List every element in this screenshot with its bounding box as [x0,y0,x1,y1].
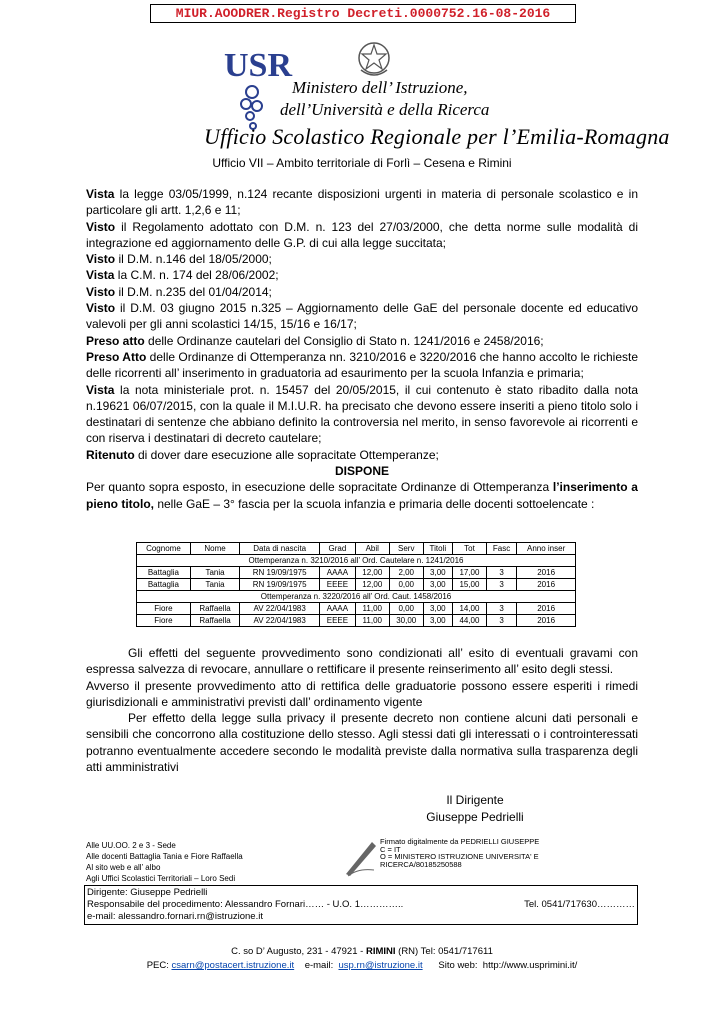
email-link[interactable]: usp.rn@istruzione.it [338,960,423,971]
table-group-row [137,591,576,603]
ministry-line-1: Ministero dell’ Istruzione, [292,78,468,97]
table-cell: 11,00 [355,615,389,627]
table-cell: AV 22/04/1983 [240,603,320,615]
contact-box [84,885,638,925]
table-cell: RN 19/09/1975 [240,579,320,591]
table-cell: Grad [320,543,356,555]
closing-p1: Gli effetti del seguente provvedimento sono condizionati all’ esito di eventuali gravami con espressa salvezza di revocare, annullare o rettificare il presente reinserimento all’ esito degli stessi. [86,646,638,677]
table-cell: EEEE [320,579,356,591]
table-cell: Titoli [423,543,452,555]
box-dirigente: Dirigente: Giuseppe Pedrielli [87,887,208,898]
distribution-item: Alle docenti Battaglia Tania e Fiore Raffaella [86,852,243,861]
table-cell: RN 19/09/1975 [240,567,320,579]
usr-logo-text: USR [224,47,293,84]
table-cell: 30,00 [389,615,423,627]
table-cell: 2016 [517,579,576,591]
table-cell: 3 [486,615,516,627]
closing-p3: Per effetto della legge sulla privacy il presente decreto non contiene alcuni dati personali e sensibili che concorrono alla costituzione dello stesso. Agli stessi dati gli interessati o i controinteressati potranno eventualmente accedere secondo le modalità previste dalla normativa sulla trasparenza degli atti amministrativi [86,711,638,775]
table-cell: 3 [486,579,516,591]
table-cell: 12,00 [355,579,389,591]
table-cell: EEEE [320,615,356,627]
table-cell: 12,00 [355,567,389,579]
distribution-item: Alle UU.OO. 2 e 3 - Sede [86,841,176,850]
table-cell: Tania [190,567,239,579]
table-cell: Abil [355,543,389,555]
decree-body [86,186,638,512]
table-cell: Data di nascita [240,543,320,555]
table-cell: 15,00 [452,579,486,591]
disposition-text: Per quanto sopra esposto, in esecuzione delle sopracitate Ordinanze di Ottemperanza l’inserimento a pieno titolo, nelle GaE – 3° fascia per la scuola infanzia e primaria delle docenti sottoelencate : [86,480,638,511]
table-cell: AV 22/04/1983 [240,615,320,627]
table-cell: 2,00 [389,567,423,579]
table-cell: 44,00 [452,615,486,627]
distribution-item: Agli Uffici Scolastici Territoriali – Loro Sedi [86,874,236,883]
table-header-row [137,543,576,555]
pec-link[interactable]: csarn@postacert.istruzione.it [171,960,295,971]
table-cell: Fiore [137,615,191,627]
table-row [137,579,576,591]
table-cell: Tania [190,579,239,591]
signature-block [410,792,540,826]
table-cell: 2016 [517,615,576,627]
table-cell: Battaglia [137,579,191,591]
clause-9: Vista la nota ministeriale prot. n. 15457 del 20/05/2015, il cui contenuto è stato ribadito dalla nota n.19621 06/07/2015, con la quale il M.I.U.R. ha precisato che devono essere inseriti a pieno titolo solo i destinatari di sentenze che abbiano definito la controversia nel merito, in senso favorevole ai ricorrenti e con riserva i destinatari di decreto cautelare; [86,382,638,446]
table-cell: 3,00 [423,615,452,627]
ranking-table [136,542,576,627]
footer-address: C. so D’ Augusto, 231 - 47921 - RIMINI (RN) Tel: 0541/717611 [231,946,493,957]
table-cell: AAAA [320,567,356,579]
signature-name: Giuseppe Pedrielli [426,810,524,824]
table-cell: Raffaella [190,603,239,615]
table-cell: 3 [486,603,516,615]
closing-text [86,645,638,775]
distribution-item: Al sito web e all’ albo [86,863,161,872]
table-cell: 0,00 [389,579,423,591]
table-cell: 3 [486,567,516,579]
footer-contacts: PEC: csarn@postacert.istruzione.it e-mail: usp.rn@istruzione.it Sito web: http://www.usprimini.it/ [146,960,578,971]
digital-signature-text: Firmato digitalmente da PEDRIELLI GIUSEPPE C = IT O = MINISTERO ISTRUZIONE UNIVERSITA' E RICERCA/80185250588 [380,837,540,869]
table-group-row [137,555,576,567]
group-label: Ottemperanza n. 3220/2016 all’ Ord. Caut. 1458/2016 [137,591,576,603]
table-cell: 14,00 [452,603,486,615]
box-email: e-mail: alessandro.fornari.rn@istruzione.it [87,911,263,922]
signature-role: Il Dirigente [446,793,504,807]
table-cell: Fasc [486,543,516,555]
box-responsabile-row [87,899,635,911]
usr-logo-icon [222,42,293,132]
table-cell: Nome [190,543,239,555]
clause-7: Preso atto delle Ordinanze cautelari del Consiglio di Stato n. 1241/2016 e 2458/2016; [86,333,544,348]
table-cell: 0,00 [389,603,423,615]
clause-8: Preso Atto delle Ordinanze di Ottemperanza nn. 3210/2016 e 3220/2016 che hanno accolto le richieste delle ricorrenti all’ inserimento in graduatoria ad esaurimento per la scuola Infanzia e primaria; [86,349,638,381]
group-label: Ottemperanza n. 3210/2016 all’ Ord. Cautelare n. 1241/2016 [137,555,576,567]
ministry-line-3: Ufficio Scolastico Regionale per l’Emilia-Romagna [204,124,670,149]
table-cell: Battaglia [137,567,191,579]
table-cell: 3,00 [423,603,452,615]
clause-6: Visto il D.M. 03 giugno 2015 n.325 – Aggiornamento delle GaE del personale docente ed educativo valevoli per gli anni scolastici 14/15, 15/16 e 16/17; [86,301,638,332]
box-tel: Tel. 0541/717630………… [524,899,635,910]
clause-3: Visto il D.M. n.146 del 18/05/2000; [86,252,272,267]
box-responsabile: Responsabile del procedimento: Alessandro Fornari…… - U.O. 1………….. [87,899,404,910]
clause-2: Visto il Regolamento adottato con D.M. n. 123 del 27/03/2000, che detta norme sulle modalità di integrazione ed aggiornamento delle G.P. di cui alla legge succitata; [86,219,638,250]
table-row [137,567,576,579]
clause-1: Vista la legge 03/05/1999, n.124 recante disposizioni urgenti in materia di personale scolastico e in particolare gli artt. 1,2,6 e 11; [86,187,638,218]
dispone-heading: DISPONE [334,464,389,479]
table-cell: Tot [452,543,486,555]
table-cell: 11,00 [355,603,389,615]
table-cell: 3,00 [423,567,452,579]
table-cell: Fiore [137,603,191,615]
table-cell: 2016 [517,567,576,579]
table-cell: AAAA [320,603,356,615]
protocol-stamp: MIUR.AOODRER.Registro Decreti.0000752.16-08-2016 [150,4,576,23]
site-text: Sito web: http://www.usprimini.it/ [422,960,578,971]
table-cell: Serv [389,543,423,555]
clause-5: Visto il D.M. n.235 del 01/04/2014; [86,284,272,299]
distribution-list [86,840,243,884]
table-cell: Cognome [137,543,191,555]
table-row [137,615,576,627]
table-cell: Anno inser [517,543,576,555]
clause-10: Ritenuto di dover dare esecuzione alle sopracitate Ottemperanze; [86,447,439,462]
office-subtitle: Ufficio VII – Ambito territoriale di Forlì – Cesena e Rimini [212,156,512,170]
table-cell: Raffaella [190,615,239,627]
ministry-line-2: dell’Università e della Ricerca [280,100,490,119]
table-cell: 2016 [517,603,576,615]
italian-emblem-icon [355,38,393,80]
clause-4: Vista la C.M. n. 174 del 28/06/2002; [86,268,279,283]
table-row [137,603,576,615]
closing-p2: Avverso il presente provvedimento atto di rettifica delle graduatorie possono essere esperiti i rimedi giurisdizionali e amministrativi previsti dall’ ordinamento vigente [86,678,638,709]
table-cell: 17,00 [452,567,486,579]
table-cell: 3,00 [423,579,452,591]
